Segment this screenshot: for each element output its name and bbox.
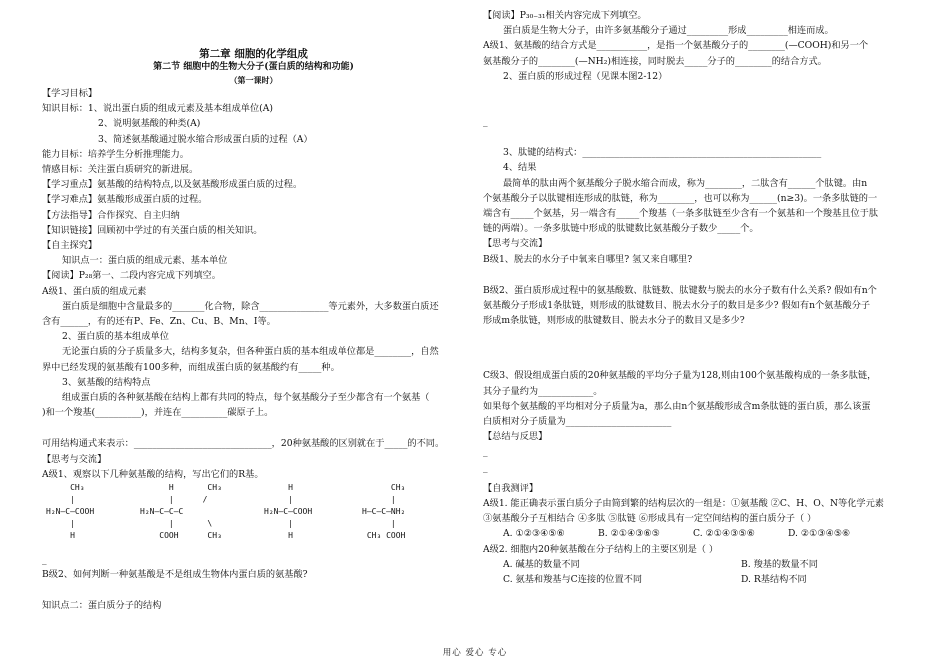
text-line: 蛋白质是生物大分子，由许多氨基酸分子通过_________形成_________相连而成。 [503, 25, 834, 37]
text-line: 【学习难点】氨基酸形成蛋白质的过程。 [42, 194, 208, 206]
text-line: 能力目标：培养学生分析推理能力。 [42, 148, 189, 160]
text-line: 【知识链接】回顾初中学过的有关蛋白质的相关知识。 [42, 224, 263, 236]
lesson-subtitle: （第一课时） [229, 75, 278, 85]
text-line: 【自主探究】 [42, 240, 98, 252]
text-line: _ [483, 116, 488, 128]
text-line: 知识目标：1、说出蛋白质的组成元素及基本组成单位(A) [42, 103, 273, 115]
q2-option: D. R基结构不同 [741, 574, 807, 586]
text-line: 3、肽键的结构式：____________________________________________________ [503, 147, 822, 159]
text-line: 如果每个氨基酸的平均相对分子质量为a，那么由n个氨基酸形成含m条肽链的蛋白质，那么该蛋 [483, 400, 871, 412]
text-line: 含有______，有的还有P、Fe、Zn、Cu、B、Mn、I等。 [42, 316, 276, 328]
text-line: 【自我测评】 [483, 482, 539, 494]
text-line: 可用结构通式来表示：______________________________，20种氨基酸的区别就在于_____的不同。 [42, 438, 445, 450]
text-line: 2、说明氨基酸的种类(A) [98, 118, 201, 130]
text-line: 无论蛋白质的分子质量多大，结构多复杂，但各种蛋白质的基本组成单位都是________，自然 [62, 346, 439, 358]
text-line: 3、简述氨基酸通过脱水缩合形成蛋白质的过程（A） [98, 133, 313, 145]
amino-acid-structures [42, 482, 465, 552]
q1-option: C. ②①④③⑤⑥ [693, 528, 755, 540]
text-line: A级1、氨基酸的结合方式是___________，是指一个氨基酸分子的________(—COOH)和另一个 [483, 40, 869, 52]
text-line: A级1、蛋白质的组成元素 [42, 285, 147, 297]
text-line: _ [483, 461, 488, 473]
text-line: A级1. 能正确表示蛋白质分子由简到繁的结构层次的一组是：①氨基酸 ②C、H、O、N等化学元素 [483, 498, 884, 510]
q2-options [483, 572, 911, 587]
text-line: 2、蛋白质的形成过程（见课本图2-12） [503, 70, 668, 82]
text-line: B级2、蛋白质形成过程中的氨基酸数、肽链数、肽键数与脱去的水分子数有什么关系? 假如有n个 [483, 284, 877, 296]
text-line: 情感目标：关注蛋白质研究的新进展。 [42, 164, 199, 176]
text-line: 界中已经发现的氨基酸有100多种，而组成蛋白质的氨基酸约有_____种。 [42, 361, 340, 373]
text-line: )和一个羧基(__________)，并连在__________碳原子上。 [42, 407, 274, 419]
text-line: A级2. 细胞内20种氨基酸在分子结构上的主要区别是（ ） [483, 543, 719, 555]
right-column [483, 8, 911, 587]
text-line: 【思考与交流】 [483, 238, 548, 250]
q2-option: B. 羧基的数量不同 [741, 558, 818, 570]
chapter-title: 第二章 细胞的化学组成 [199, 48, 308, 60]
text-line: 【思考与交流】 [42, 453, 107, 465]
q1-option: B. ②①④③⑥⑤ [598, 528, 661, 540]
text-line: 知识点一：蛋白质的组成元素、基本单位 [62, 255, 228, 267]
text-line: 4、结果 [503, 162, 537, 174]
text-line: _ [42, 554, 47, 566]
text-line: 3、氨基酸的结构特点 [62, 376, 151, 388]
text-line: 【阅读】P₂₈第一、二段内容完成下列填空。 [42, 270, 221, 282]
text-line: 知识点二：蛋白质分子的结构 [42, 600, 162, 612]
text-line: 白质相对分子质量为_______________________ [483, 416, 672, 428]
text-line: 【学习目标】 [42, 88, 98, 99]
q1-options [483, 526, 911, 541]
text-line: 【阅读】P₃₀₋₃₁相关内容完成下列填空。 [483, 10, 647, 21]
section-title: 第二节 细胞中的生物大分子(蛋白质的结构和功能) [153, 62, 354, 72]
q2-options [483, 557, 911, 572]
text-line: B级1、脱去的水分子中氧来自哪里? 氢又来自哪里? [483, 253, 693, 265]
text-line: 氨基酸分子的________(—NH₂)相连接，同时脱去_____分子的________的结合方式。 [483, 55, 827, 67]
q2-option: A. 碱基的数量不同 [503, 558, 580, 570]
text-line: 组成蛋白质的各种氨基酸在结构上都有共同的特点，每个氨基酸分子至少都含有一个氨基（ [62, 392, 430, 404]
amino-acid-structure: H CH₃ | / H₂N—C—C—C | \ COOH CH₃ [140, 483, 222, 541]
text-line: 2、蛋白质的基本组成单位 [62, 331, 169, 343]
text-line: 端含有_____个氨基，另一端含有_____个羧基（一条多肽链至少含有一个氨基和一个羧基且位于肽 [483, 208, 879, 220]
text-line: 链的两端）。一条多肽链中形成的肽键数比氨基酸分子数少_____个。 [483, 223, 759, 235]
text-line: A级1、观察以下几种氨基酸的结构，写出它们的R基。 [42, 468, 264, 480]
q1-option: D. ②①③④⑤⑥ [788, 528, 851, 540]
amino-acid-structure: CH₃ | H₂N—C—COOH | H [46, 483, 95, 541]
amino-acid-structure: CH₃ | H—C—C—NH₂ | CH₃ COOH [362, 483, 406, 541]
amino-acid-structure: H | H₂N—C—COOH | H [264, 483, 313, 541]
text-line: 蛋白质是细胞中含量最多的_______化合物，除含_______________等元素外，大多数蛋白质还 [62, 300, 439, 312]
text-line: 氨基酸分子形成1条肽链，则形成的肽键数目、脱去水分子的数目是多少? 假如有n个氨基酸分子 [483, 300, 871, 312]
page-footer: 用心 爱心 专心 [442, 648, 508, 658]
text-line: 形成m条肽链，则形成的肽键数目、脱去水分子的数目又是多少? [483, 315, 745, 327]
text-line: 个氨基酸分子以肽键相连形成的肽链，称为________，也可以称为______(n≥3)。一条多肽链的一 [483, 192, 878, 204]
text-line: 【总结与反思】 [483, 431, 548, 443]
text-line: 其分子量约为____________。 [483, 385, 603, 397]
text-line: 【学习重点】氨基酸的结构特点,以及氨基酸形成蛋白质的过程。 [42, 179, 303, 191]
q1-option: A. ①②③④⑤⑥ [503, 528, 565, 540]
text-line: 最简单的肽由两个氨基酸分子脱水缩合而成，称为________，二肽含有______个肽键。由n [503, 177, 868, 189]
text-line: _ [483, 446, 488, 458]
text-line: 【方法指导】合作探究、自主归纳 [42, 209, 180, 221]
text-line: B级2、如何判断一种氨基酸是不是组成生物体内蛋白质的氨基酸? [42, 569, 308, 581]
q2-option: C. 氨基和羧基与C连接的位置不同 [503, 574, 643, 586]
text-line: ③氨基酸分子互相结合 ④多肽 ⑤肽链 ⑥形成具有一定空间结构的蛋白质分子（ ） [483, 513, 817, 525]
text-line: C级3、假设组成蛋白质的20种氨基酸的平均分子量为128,则由100个氨基酸构成的一条多肽链， [483, 370, 877, 382]
left-column [42, 48, 465, 614]
